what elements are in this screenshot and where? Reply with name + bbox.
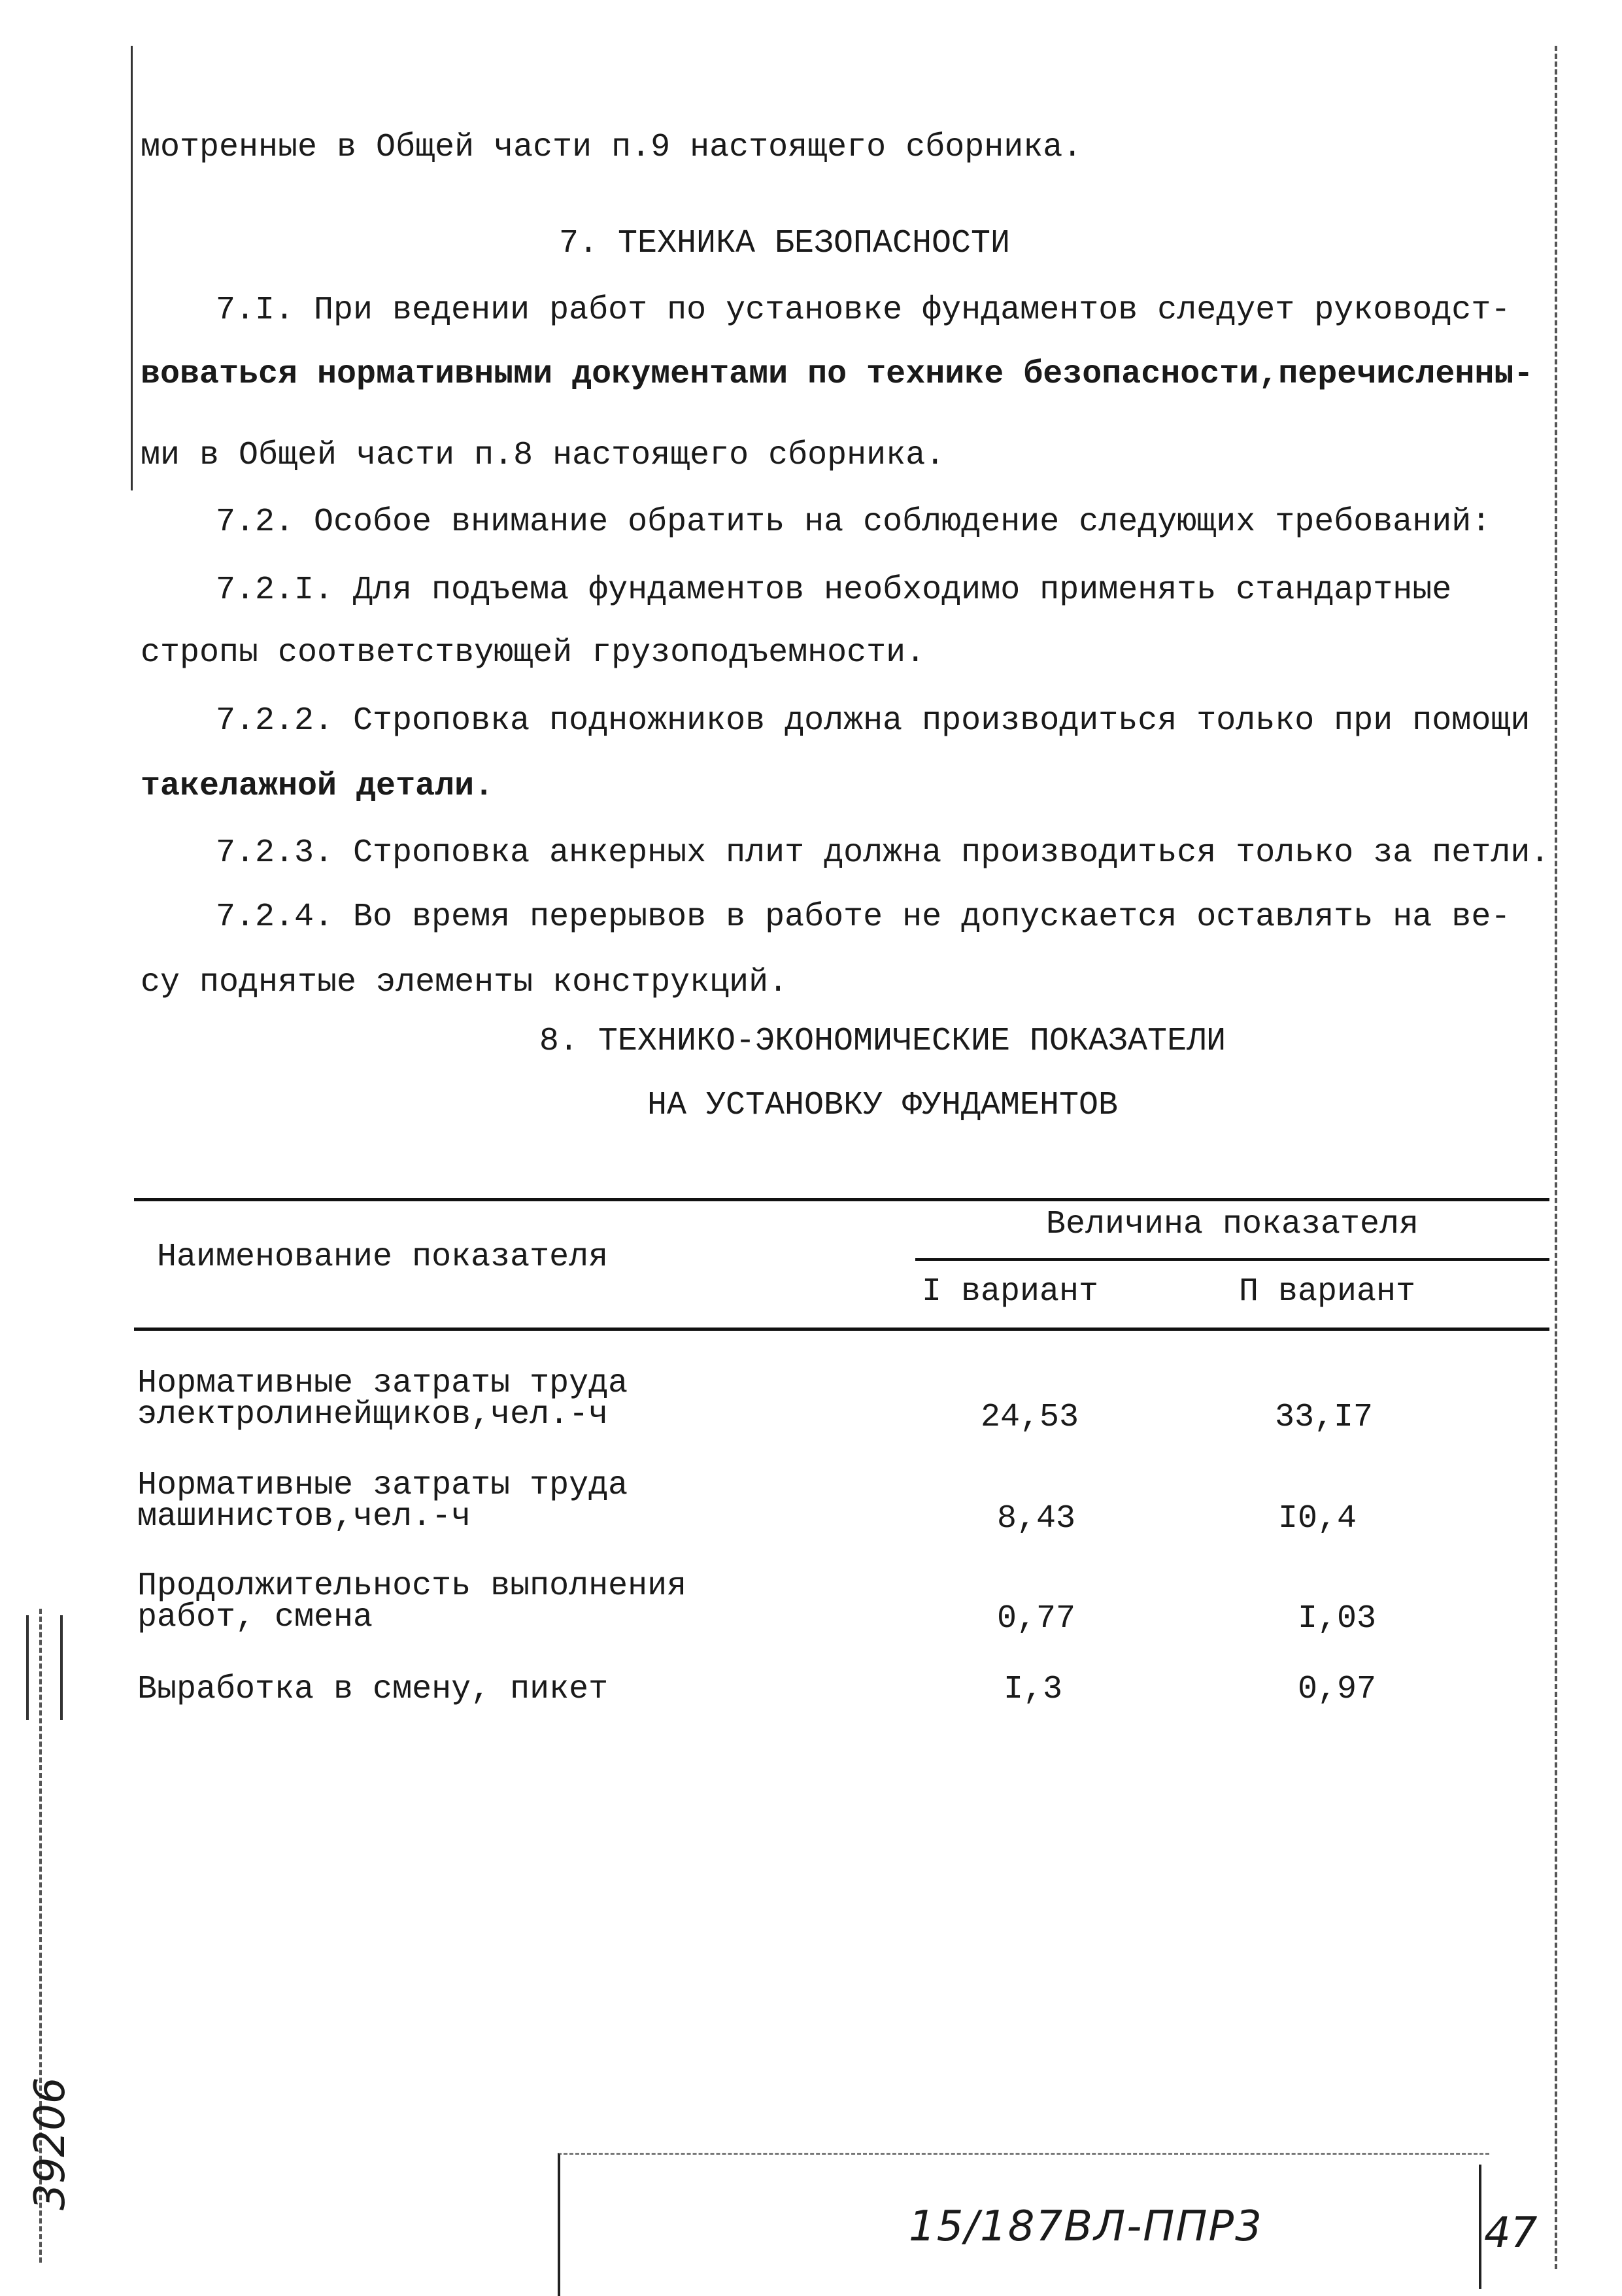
text-line-7-2: 7.2. Особое внимание обратить на соблюдение следующих требований: [216,504,1491,541]
row-2-variant-2: I0,4 [1278,1500,1357,1537]
text-line-7-2-3: 7.2.3. Строповка анкерных плит должна производиться только за петли. [216,834,1550,872]
left-margin-line [131,46,133,490]
row-4-name-1: Выработка в смену, пикет [137,1671,609,1708]
right-margin-line [1555,46,1557,2269]
table-header-value: Величина показателя [1045,1206,1419,1243]
text-line-7-1a: 7.I. При ведении работ по установке фундаментов следует руководст- [216,292,1511,329]
table-header-variant-2: П вариант [1239,1273,1416,1311]
text-line-7-2-2b: такелажной детали. [141,768,494,805]
text-line-7-2-1b: стропы соответствующей грузоподъемности. [141,634,926,672]
table-header-mid-rule [915,1258,1549,1261]
inventory-number: 39206 [26,2077,75,2210]
text-line-7-2-4b: су поднятые элементы конструкций. [141,964,788,1001]
row-3-variant-1: 0,77 [997,1600,1076,1637]
row-4-variant-2: 0,97 [1298,1671,1377,1708]
document-code: 15/187ВЛ-ППР3 [909,2202,1263,2251]
table-top-rule [134,1198,1549,1201]
text-line-1: мотренные в Общей части п.9 настоящего сборника. [141,129,1083,166]
row-2-name-1: Нормативные затраты труда [137,1467,628,1504]
row-1-variant-2: 33,I7 [1275,1399,1374,1436]
text-line-7-2-2a: 7.2.2. Строповка подножников должна производиться только при помощи [216,702,1530,740]
section-8-title-line-2: НА УСТАНОВКУ ФУНДАМЕНТОВ [647,1087,1119,1124]
row-3-name-1: Продолжительность выполнения [137,1568,687,1605]
text-line-7-1b: воваться нормативными документами по технике безопасности,перечисленны- [141,356,1534,393]
text-line-7-2-4a: 7.2.4. Во время перерывов в работе не допускается оставлять на ве- [216,899,1511,936]
row-3-name-2: работ, смена [137,1599,373,1636]
row-3-variant-2: I,03 [1298,1600,1377,1637]
text-line-7-2-1a: 7.2.I. Для подъема фундаментов необходимо применять стандартные [216,572,1452,609]
row-1-name-1: Нормативные затраты труда [137,1365,628,1402]
row-1-variant-1: 24,53 [981,1399,1079,1436]
page-number: 47 [1484,2209,1538,2257]
row-4-variant-1: I,3 [1004,1671,1063,1708]
section-8-title-line-1: 8. ТЕХНИКО-ЭКОНОМИЧЕСКИЕ ПОКАЗАТЕЛИ [539,1023,1226,1060]
left-binding-bar [26,1615,29,1720]
page-number-frame [1479,2165,1481,2289]
table-header-variant-1: I вариант [922,1273,1099,1311]
row-2-name-2: машинистов,чел.-ч [137,1498,471,1535]
left-binding-bar-2 [60,1615,63,1720]
row-2-variant-1: 8,43 [997,1500,1076,1537]
table-header-bottom-rule [134,1328,1549,1331]
row-1-name-2: электролинейщиков,чел.-ч [137,1396,609,1433]
text-line-7-1c: ми в Общей части п.8 настоящего сборника. [141,437,945,474]
table-header-name: Наименование показателя [157,1239,609,1276]
section-7-title: 7. ТЕХНИКА БЕЗОПАСНОСТИ [558,225,1011,262]
